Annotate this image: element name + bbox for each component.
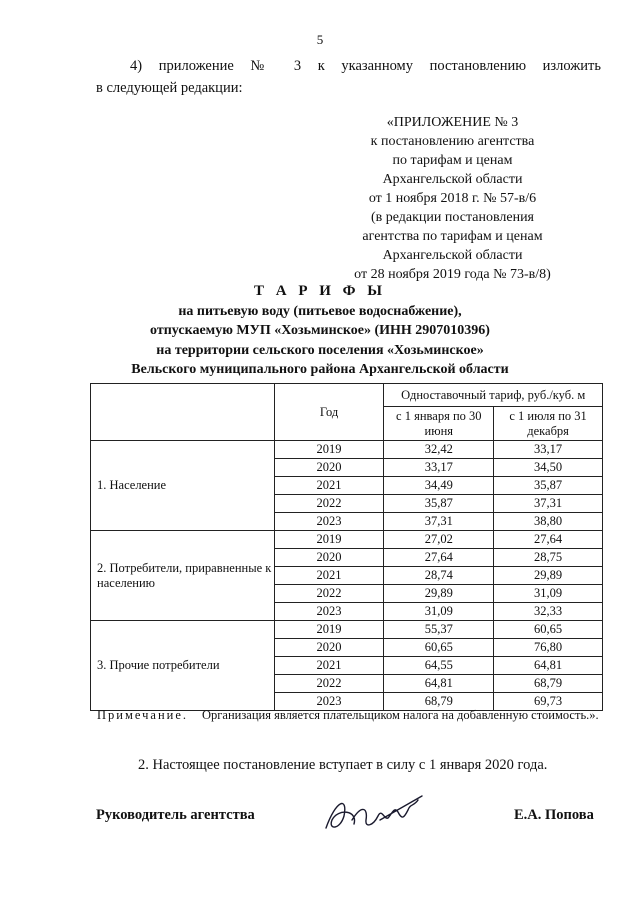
table-header-period2: с 1 июля по 31 декабря	[494, 407, 603, 441]
year-cell: 2020	[274, 639, 384, 657]
appendix-line: от 28 ноября 2019 года № 73-в/8)	[354, 267, 551, 282]
page-number: 5	[316, 32, 324, 47]
tariff-cell: 64,81	[384, 675, 494, 693]
year-cell: 2019	[274, 531, 384, 549]
appendix-line: Архангельской области	[382, 172, 523, 187]
table-row	[91, 531, 603, 549]
appendix-line: Архангельской области	[382, 248, 523, 263]
tariff-cell: 27,64	[494, 531, 603, 549]
tariff-cell: 28,75	[494, 549, 603, 567]
tariff-cell: 60,65	[494, 621, 603, 639]
title-line: на территории сельского поселения «Хозьминское»	[156, 342, 484, 358]
category-cell: 3. Прочие потребители	[91, 621, 275, 711]
tariff-cell: 69,73	[494, 693, 603, 711]
year-cell: 2023	[274, 513, 384, 531]
tariff-cell: 64,81	[494, 657, 603, 675]
tariff-cell: 35,87	[384, 495, 494, 513]
appendix-line: «ПРИЛОЖЕНИЕ № 3	[386, 115, 519, 130]
appendix-line: от 1 ноября 2018 г. № 57-в/6	[368, 191, 537, 206]
table-header-tariff: Одноставочный тариф, руб./куб. м	[384, 384, 603, 407]
tariff-cell: 32,33	[494, 603, 603, 621]
year-cell: 2019	[274, 441, 384, 459]
year-cell: 2020	[274, 459, 384, 477]
tariff-cell: 27,02	[384, 531, 494, 549]
tariff-cell: 35,87	[494, 477, 603, 495]
tariff-table	[90, 383, 603, 711]
appendix-line: агентства по тарифам и ценам	[362, 229, 543, 244]
tariff-cell: 31,09	[494, 585, 603, 603]
category-cell: 1. Население	[91, 441, 275, 531]
appendix-line: (в редакции постановления	[370, 210, 535, 225]
tariff-cell: 29,89	[384, 585, 494, 603]
year-cell: 2023	[274, 693, 384, 711]
paragraph-4-line1: 4) приложение № 3 к указанному постановлению изложить	[130, 58, 601, 74]
year-cell: 2022	[274, 495, 384, 513]
year-cell: 2023	[274, 603, 384, 621]
year-cell: 2021	[274, 657, 384, 675]
title-line: на питьевую воду (питьевое водоснабжение),	[178, 303, 462, 319]
tariff-cell: 32,42	[384, 441, 494, 459]
title-line: Вельского муниципального района Архангельской области	[131, 362, 509, 377]
tariff-cell: 60,65	[384, 639, 494, 657]
year-cell: 2021	[274, 477, 384, 495]
table-header-empty	[91, 384, 275, 441]
table-header-year: Год	[274, 384, 384, 441]
year-cell: 2019	[274, 621, 384, 639]
document-title	[100, 282, 540, 380]
note	[97, 708, 602, 723]
year-cell: 2022	[274, 675, 384, 693]
signatory-role: Руководитель агентства	[96, 807, 255, 823]
category-cell: 2. Потребители, приравненные к населению	[91, 531, 275, 621]
appendix-line: к постановлению агентства	[370, 134, 535, 149]
title-main: Т А Р И Ф Ы	[253, 283, 387, 299]
tariff-cell: 37,31	[494, 495, 603, 513]
tariff-cell: 68,79	[494, 675, 603, 693]
tariff-cell: 34,50	[494, 459, 603, 477]
table-row	[91, 441, 603, 459]
note-text: Организация является плательщиком налога на добавленную стоимость.».	[202, 708, 599, 722]
signatory-name: Е.А. Попова	[514, 807, 594, 823]
tariff-cell: 37,31	[384, 513, 494, 531]
title-line: отпускаемую МУП «Хозьминское» (ИНН 2907010396)	[150, 323, 490, 338]
tariff-cell: 33,17	[494, 441, 603, 459]
handwritten-signature	[318, 790, 428, 840]
year-cell: 2021	[274, 567, 384, 585]
tariff-cell: 34,49	[384, 477, 494, 495]
paragraph-2: 2. Настоящее постановление вступает в силу с 1 января 2020 года.	[138, 757, 548, 773]
paragraph-4	[96, 55, 601, 99]
year-cell: 2020	[274, 549, 384, 567]
year-cell: 2022	[274, 585, 384, 603]
tariff-cell: 38,80	[494, 513, 603, 531]
tariff-cell: 28,74	[384, 567, 494, 585]
tariff-cell: 68,79	[384, 693, 494, 711]
paragraph-4-line2: в следующей редакции:	[96, 80, 243, 96]
tariff-cell: 76,80	[494, 639, 603, 657]
tariff-cell: 64,55	[384, 657, 494, 675]
tariff-cell: 55,37	[384, 621, 494, 639]
table-header-period1: с 1 января по 30 июня	[384, 407, 494, 441]
tariff-cell: 33,17	[384, 459, 494, 477]
note-label: Примечание.	[97, 708, 189, 722]
tariff-cell: 29,89	[494, 567, 603, 585]
table-row	[91, 621, 603, 639]
appendix-header	[320, 113, 585, 284]
tariff-cell: 27,64	[384, 549, 494, 567]
tariff-cell: 31,09	[384, 603, 494, 621]
appendix-line: по тарифам и ценам	[392, 153, 513, 168]
